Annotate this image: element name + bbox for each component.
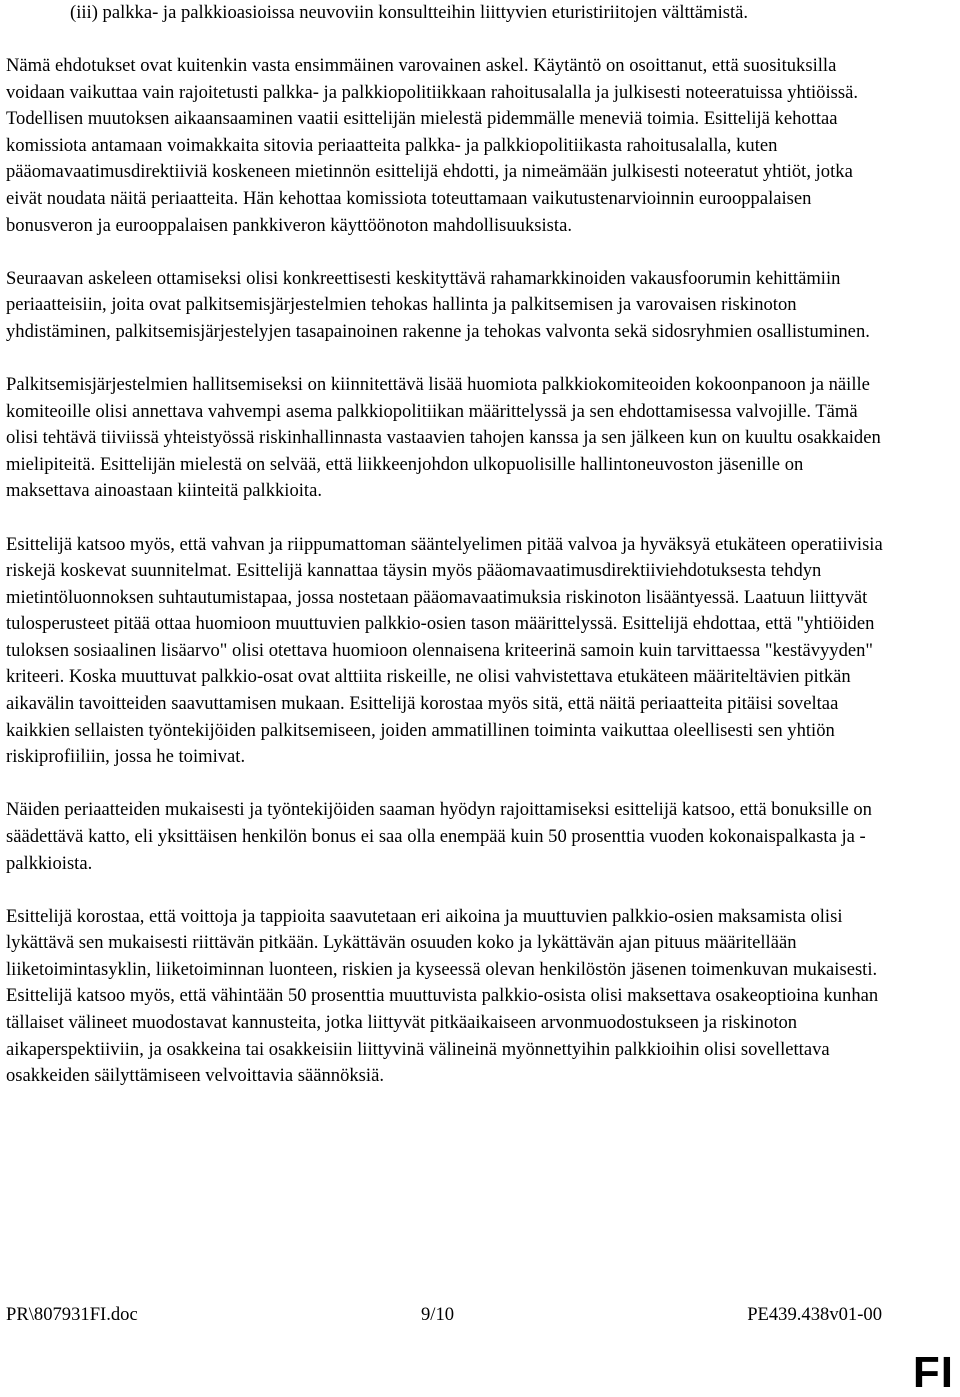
paragraph-3: Palkitsemisjärjestelmien hallitsemiseksi on kiinnitettävä lisää huomiota palkkiokomiteoiden kokoonpanoon ja näille komiteoille olisi annettava vahvempi asema palkkiopolitiikan määrittelyssä ja sen ehdottamisessa valvojille. Tämä olisi tehtävä tiiviissä yhteistyössä riskinhallinnasta vastaavien tahojen kanssa ja sen jälkeen kun on kuultu osakkaiden mielipiteitä. Esittelijän mielestä on selvää, että liikkeenjohdon ulkopuolisille hallintoneuvoston jäsenille on maksettava ainoastaan kiinteitä palkkioita. xyxy=(6,374,881,502)
page-footer xyxy=(6,1304,882,1332)
paragraph-2: Seuraavan askeleen ottamiseksi olisi konkreettisesti keskityttävä rahamarkkinoiden vakausfoorumin kehittämiin periaatteisiin, joita ovat palkitsemisjärjestelmien tehokas hallinta ja palkitsemisen ja varovaisen riskinoton yhdistäminen, palkitsemisjärjestelyjen tasapainoinen rakenne ja tehokas valvonta sekä sidosryhmien osallistuminen. xyxy=(6,267,870,342)
paragraph-4: Esittelijä katsoo myös, että vahvan ja riippumattoman sääntelyelimen pitää valvoa ja hyväksyä etukäteen operatiivisia riskejä koskevat suunnitelmat. Esittelijä kannattaa täysin myös pääomavaatimusdirektiiviehdotuksesta tehdyn mietintöluonnoksen suhtautumistapaa, jossa nostetaan pääomavaatimuksia riskinoton lisääntyessä. Laatuun liittyvät tulosperusteet pitää ottaa huomioon muuttuvien palkkio-osien tason määrittelyssä. Esittelijä ehdottaa, että "yhtiöiden tuloksen sosiaalinen lisäarvo" olisi otettava huomioon olennaisena kriteerinä samoin kuin tarvittaessa "kestävyyden" kriteeri. Koska muuttuvat palkkio-osat ovat alttiita riskeille, ne olisi vahvistettava etukäteen määriteltävien pitkän aikavälin tavoitteiden saavuttamisen mukaan. Esittelijä korostaa myös sitä, että näitä periaatteita pitäisi soveltaa kaikkien sellaisten työntekijöiden palkitsemiseen, joiden ammatillinen toiminta vaikuttaa oleellisesti sen yhtiön riskiprofiiliin, jossa he toimivat. xyxy=(6,533,883,768)
paragraph-5: Näiden periaatteiden mukaisesti ja työntekijöiden saaman hyödyn rajoittamiseksi esittelijä katsoo, että bonuksille on säädettävä katto, eli yksittäisen henkilön bonus ei saa olla enempää kuin 50 prosenttia vuoden kokonaispalkasta ja -palkkioista. xyxy=(6,799,872,874)
footer-page-number: 9/10 xyxy=(421,1304,455,1325)
footer-pe-number: PE439.438v01-00 xyxy=(747,1304,882,1325)
footer-doc-ref: PR\807931FI.doc xyxy=(6,1304,138,1325)
paragraph-6: Esittelijä korostaa, että voittoja ja tappioita saavutetaan eri aikoina ja muuttuvien palkkio-osien maksamista olisi lykättävä sen mukaisesti riittävän pitkään. Lykättävän osuuden koko ja lykättävän ajan pituus määritellään liiketoimintasyklin, liiketoiminnan luonteen, riskien ja kyseessä olevan henkilöstön jäsenen toimenkuvan mukaisesti. Esittelijä katsoo myös, että vähintään 50 prosenttia muuttuvista palkkio-osista olisi maksettava osakeoptioina kunhan tällaiset välineet muodostavat kannusteita, jotka liittyvät pitkäaikaiseen arvonmuodostukseen ja riskinoton aikaperspektiiviin, ja osakkeina tai osakkeisiin liittyvinä välineinä myönnettyihin palkkioihin olisi sovellettava osakkeiden säilyttämiseen velvoittavia säännöksiä. xyxy=(6,905,879,1087)
list-item-iii: (iii) palkka- ja palkkioasioissa neuvoviin konsultteihin liittyvien eturistiriitojen välttämistä. xyxy=(70,2,749,23)
language-code: FI xyxy=(912,1348,954,1397)
document-body xyxy=(6,0,886,1090)
paragraph-1: Nämä ehdotukset ovat kuitenkin vasta ensimmäinen varovainen askel. Käytäntö on osoittanut, että suosituksilla voidaan vaikuttaa vain rajoitetusti palkka- ja palkkiopolitiikkaan rahoitusalalla ja julkisesti noteeratuissa yhtiöissä. Todellisen muutoksen aikaansaaminen vaatii esittelijän mielestä pidemmälle meneviä toimia. Esittelijä kehottaa komissiota antamaan voimakkaita sitovia periaatteita palkka- ja palkkiopolitiikasta rahoitusalalla, kuten pääomavaatimusdirektiiviä koskeneen mietinnön esittelijä ehdotti, ja nimeämään julkisesti noteeratut yhtiöt, jotka eivät noudata näitä periaatteita. Hän kehottaa komissiota toteuttamaan vaikutustenarvioinnin eurooppalaisen bonusveron ja eurooppalaisen pankkiveron käyttöönoton mahdollisuuksista. xyxy=(6,55,858,236)
